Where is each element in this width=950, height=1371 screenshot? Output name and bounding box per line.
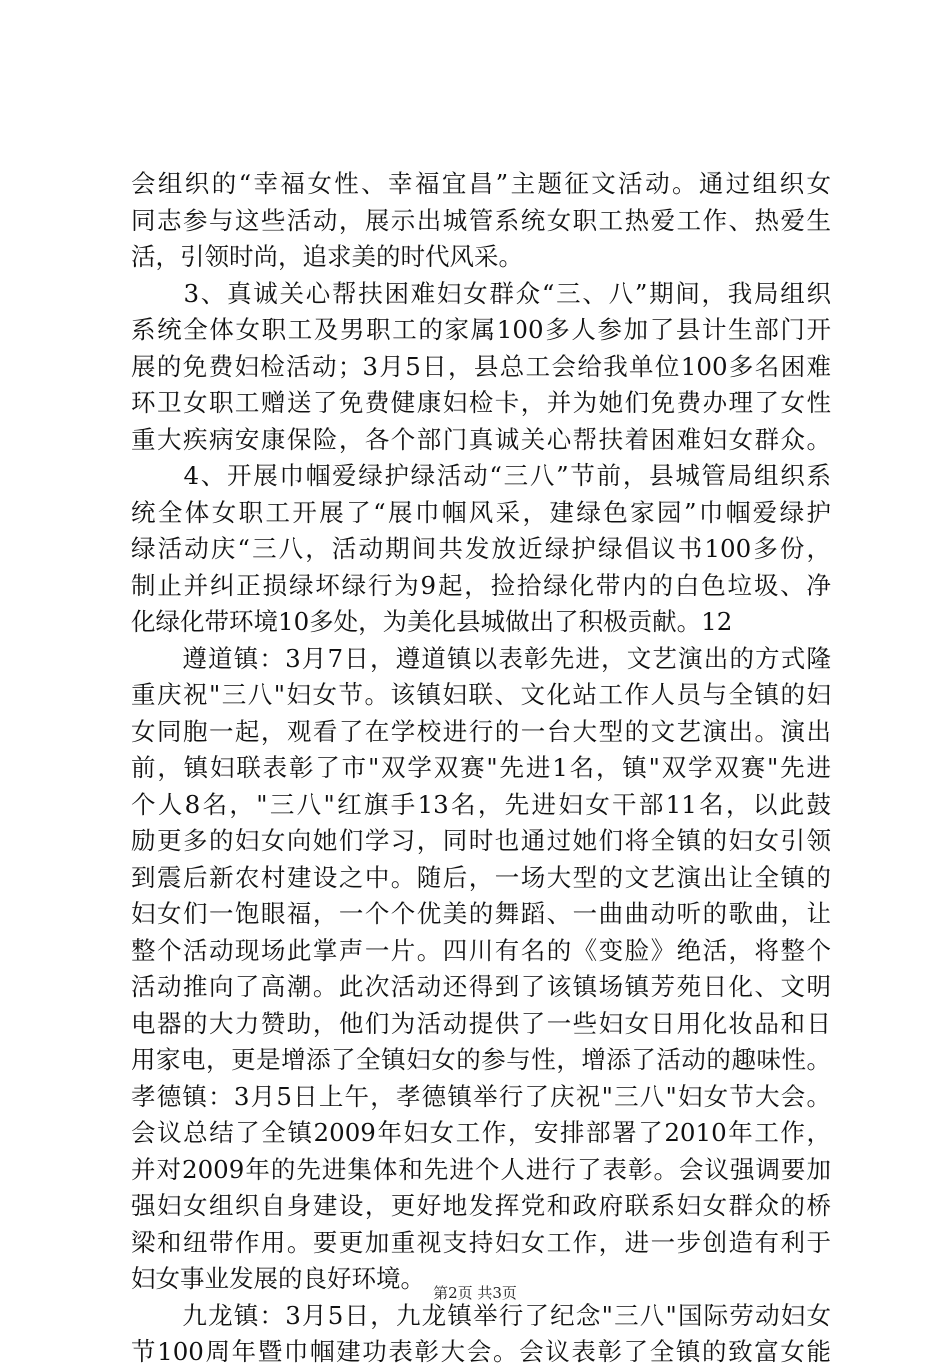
text-line: 会议总结了全镇2009年妇女工作，安排部署了2010年工作， — [131, 1118, 831, 1147]
text-line: 到震后新农村建设之中。随后，一场大型的文艺演出让全镇的 — [131, 862, 831, 892]
text-line: 整个活动现场此掌声一片。四川有名的《变脸》绝活，将整个 — [131, 935, 831, 965]
text-line: 化绿化带环境10多处，为美化县城做出了积极贡献。12 — [131, 607, 733, 636]
text-line: 会组织的“幸福女性、幸福宜昌”主题征文活动。通过组织女 — [131, 169, 831, 198]
text-line: 女同胞一起，观看了在学校进行的一台大型的文艺演出。演出 — [131, 716, 831, 746]
text-line: 重大疾病安康保险，各个部门真诚关心帮扶着困难妇女群众。 — [131, 424, 831, 454]
text-line: 系统全体女职工及男职工的家属100多人参加了县计生部门开 — [131, 315, 831, 344]
text-line: 环卫女职工赠送了免费健康妇检卡，并为她们免费办理了女性 — [131, 388, 831, 417]
text-line: 孝德镇：3月5日上午，孝德镇举行了庆祝"三八"妇女节大会。 — [131, 1081, 831, 1111]
text-line: 绿活动庆“三八，活动期间共发放近绿护绿倡议书100多份， — [131, 534, 831, 563]
text-line: 展的免费妇检活动；3月5日，县总工会给我单位100多名困难 — [131, 351, 831, 381]
text-line: 制止并纠正损绿坏绿行为9起，捡拾绿化带内的白色垃圾、净 — [131, 570, 831, 600]
text-line: 4、开展巾帼爱绿护绿活动“三八”节前，县城管局组织系 — [131, 461, 831, 490]
text-line: 活动推向了高潮。此次活动还得到了该镇场镇芳苑日化、文明 — [131, 972, 831, 1001]
page-footer: 第2页 共3页 — [433, 1284, 517, 1302]
text-line: 节100周年暨巾帼建功表彰大会。会议表彰了全镇的致富女能 — [131, 1337, 831, 1366]
text-line: 妇女们一饱眼福，一个个优美的舞蹈、一曲曲动听的歌曲，让 — [131, 899, 831, 928]
text-line: 同志参与这些活动，展示出城管系统女职工热爱工作、热爱生 — [131, 205, 831, 235]
text-line: 电器的大力赞助，他们为活动提供了一些妇女日用化妆品和日 — [131, 1008, 831, 1038]
text-line: 个人8名，"三八"红旗手13名，先进妇女干部11名，以此鼓 — [131, 789, 831, 819]
text-line: 3、真诚关心帮扶困难妇女群众“三、八”期间，我局组织 — [131, 278, 831, 308]
text-line: 统全体女职工开展了“展巾帼风采，建绿色家园”巾帼爱绿护 — [131, 497, 831, 527]
text-line: 并对2009年的先进集体和先进个人进行了表彰。会议强调要加 — [131, 1154, 831, 1184]
text-line: 重庆祝"三八"妇女节。该镇妇联、文化站工作人员与全镇的妇 — [131, 680, 831, 709]
text-line: 梁和纽带作用。要更加重视支持妇女工作，进一步创造有利于 — [131, 1227, 831, 1257]
text-line: 用家电，更是增添了全镇妇女的参与性，增添了活动的趣味性。 — [131, 1045, 831, 1074]
text-line: 活，引领时尚，追求美的时代风采。 — [131, 242, 523, 271]
text-line: 遵道镇：3月7日，遵道镇以表彰先进，文艺演出的方式隆 — [131, 643, 831, 673]
text-line: 妇女事业发展的良好环境。 — [131, 1264, 425, 1293]
document-body — [131, 166, 831, 1371]
text-line: 前，镇妇联表彰了市"双学双赛"先进1名，镇"双学双赛"先进 — [131, 753, 831, 782]
text-line: 励更多的妇女向她们学习，同时也通过她们将全镇的妇女引领 — [131, 826, 831, 855]
text-line: 九龙镇：3月5日，九龙镇举行了纪念"三八"国际劳动妇女 — [131, 1300, 831, 1330]
text-line: 强妇女组织自身建设，更好地发挥党和政府联系妇女群众的桥 — [131, 1191, 831, 1220]
